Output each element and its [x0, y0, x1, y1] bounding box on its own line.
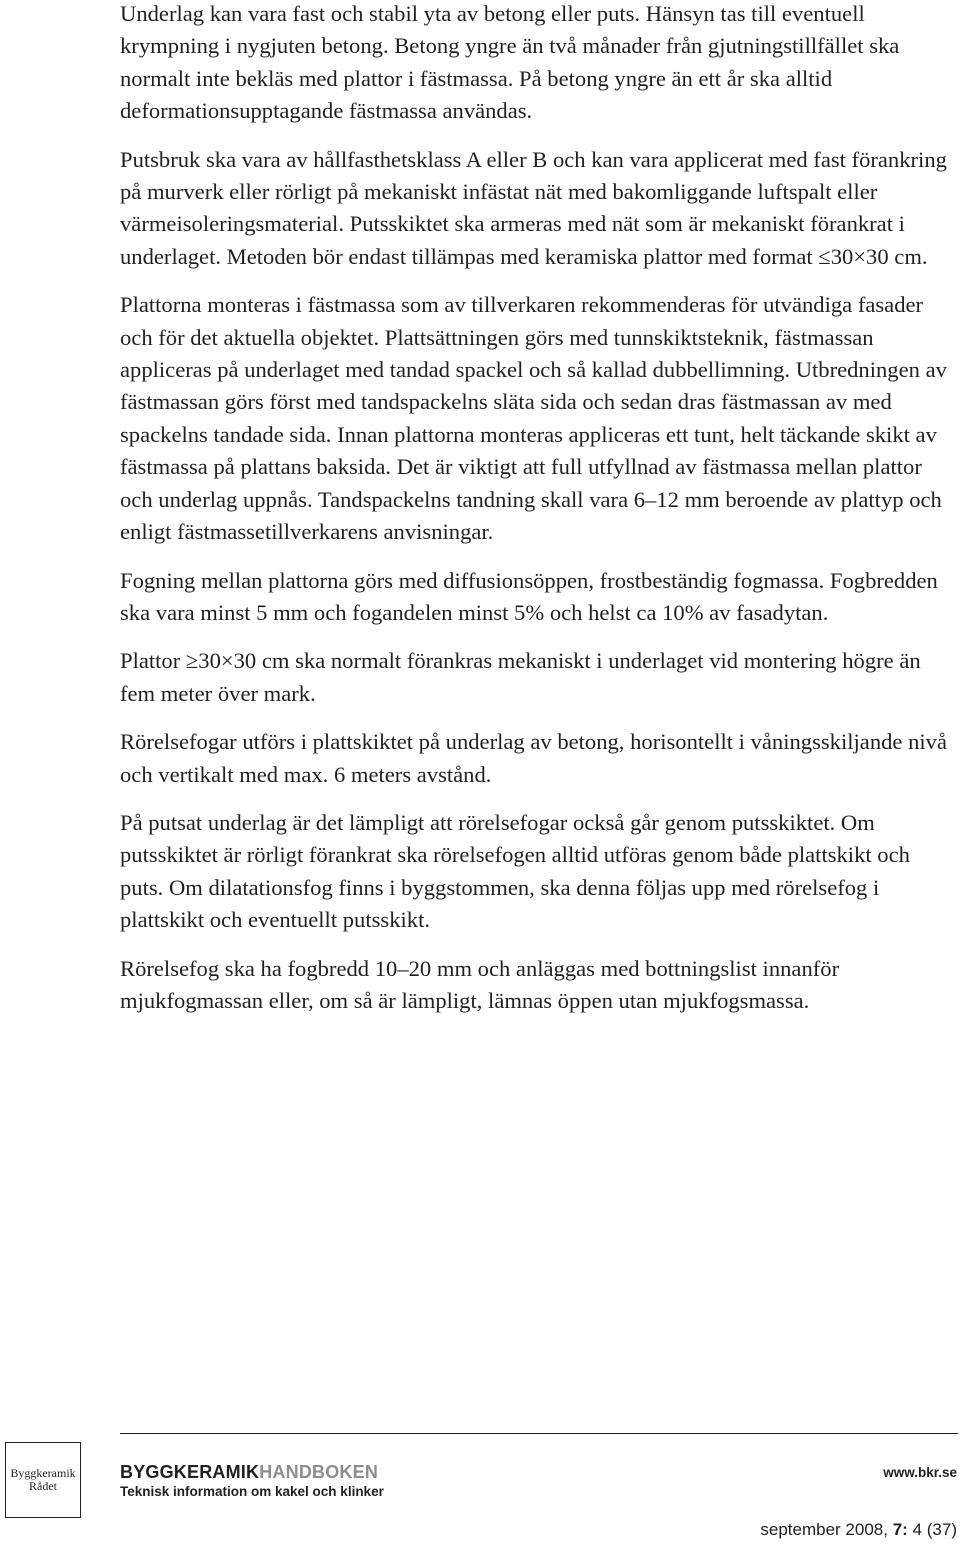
brand-part1: BYGGKERAMIK	[120, 1462, 260, 1482]
logo-line1: Byggkeramik	[10, 1466, 76, 1480]
handbook-tagline: Teknisk information om kakel och klinker	[120, 1484, 384, 1499]
handbook-title	[120, 1462, 378, 1482]
paragraph-rorelsefog-bredd: Rörelsefog ska ha fogbredd 10–20 mm och anläggas med bottningslist innanför mjukfogmassan eller, om så är lämpligt, lämnas öppen utan mjukfogsmassa.	[120, 955, 840, 1013]
paragraph-putsat-underlag: På putsat underlag är det lämpligt att rörelsefogar också går genom putsskiktet. Om putsskiktet är rörligt förankrat ska rörelsefogen alltid utföras genom både plattskikt och puts. Om dilatationsfog finns i byggstommen, ska denna följas upp med rörelsefog i plattskikt och eventuellt putsskikt.	[120, 809, 910, 933]
body-text	[120, 0, 958, 1033]
paragraph-rorelsefogar: Rörelsefogar utförs i plattskiktet på underlag av betong, horisontellt i våningsskiljande nivå och vertikalt med max. 6 meters avstånd.	[120, 729, 947, 787]
paragraph-plattor-forankring: Plattor ≥30×30 cm ska normalt förankras mekaniskt i underlaget vid montering högre än fem meter över mark.	[120, 648, 921, 706]
paragraph-plattorna: Plattorna monteras i fästmassa som av tillverkaren rekommenderas för utvändiga fasader och för det aktuella objektet. Plattsättningen görs med tunnskiktsteknik, fästmassan appliceras på underlaget med tandad spackel och så kallad dubbellimning. Utbredningen av fästmassan görs först med tandspackelns släta sida och sedan dras fästmassan av med spackelns tandade sida. Innan plattorna monteras appliceras ett tunt, helt täckande skikt av fästmassa på plattans baksida. Det är viktigt att full utfyllnad av fästmassa mellan plattor och underlag uppnås. Tandspackelns tandning skall vara 6–12 mm beroende av plattyp och enligt fästmassetillverkarens anvisningar.	[120, 292, 947, 545]
page-number: 4 (37)	[912, 1520, 957, 1539]
paragraph-fogning: Fogning mellan plattorna görs med diffusionsöppen, frostbeständig fogmassa. Fogbredden ska vara minst 5 mm och fogandelen minst 5% och helst ca 10% av fasadytan.	[120, 567, 938, 625]
paragraph-putsbruk: Putsbruk ska vara av hållfasthetsklass A eller B och kan vara applicerat med fast förankring på murverk eller rörligt på mekaniskt infästat nät med bakomliggande luftspalt eller värmeisoleringsmaterial. Putsskiktet ska armeras med nät som är mekaniskt förankrat i underlaget. Metoden bör endast tillämpas med keramiska plattor med format ≤30×30 cm.	[120, 146, 947, 269]
paragraph-underlag: Underlag kan vara fast och stabil yta av betong eller puts. Hänsyn tas till eventuell krympning i nygjuten betong. Betong yngre än två månader från gjutningstillfället ska normalt inte bekläs med plattor i fästmassa. På betong yngre än ett år ska alltid deformationsupptagande fästmassa användas.	[120, 1, 900, 124]
logo-line2: Rådet	[29, 1479, 57, 1493]
footer-divider	[120, 1433, 958, 1434]
page-info	[760, 1520, 957, 1540]
website-link[interactable]: www.bkr.se	[883, 1465, 957, 1480]
section-number: 7:	[892, 1520, 908, 1539]
brand-part2: HANDBOKEN	[259, 1462, 379, 1482]
publication-date: september 2008,	[760, 1520, 888, 1539]
byggkeramikradet-logo	[5, 1442, 81, 1518]
